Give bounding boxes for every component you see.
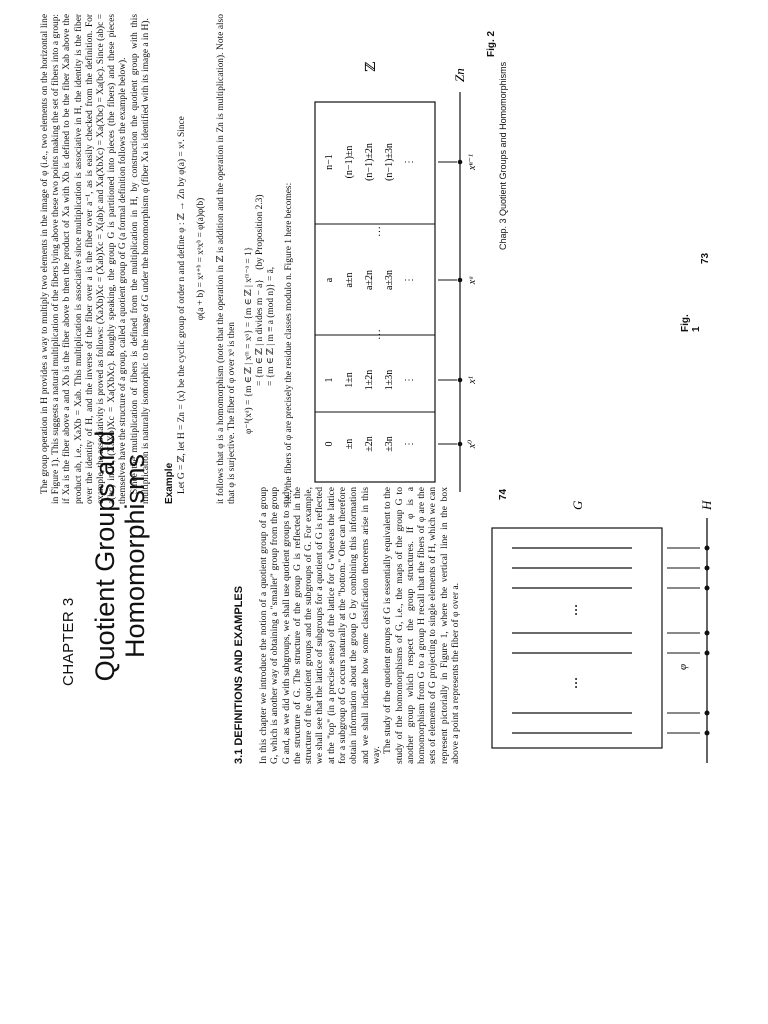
fiber-entry: ±n xyxy=(344,438,355,450)
example-text: Let G = ℤ, let H = Zn = ⟨x⟩ be the cyclic group of order n and define φ : ℤ → Zn by φ(a) = xᵃ. Since xyxy=(177,116,188,494)
point-label: x¹ xyxy=(467,376,478,384)
gap-dots: … xyxy=(371,226,383,237)
fiber-entry: 1±3n xyxy=(384,369,395,391)
equation: = {m ∈ ℤ | m ≡ a (mod n)} = ā, xyxy=(266,266,277,386)
paragraph: The group operation in H provides a way to multiply two elements in the image of φ (i.e., two elements on the horizontal line in Figure 1). This suggests a natural multiplication of the fibers lying above these two points making the set of fibers into a group: if Xa is the fiber above a and Xb is the fiber above b then the product of Xa with Xb is defined to be the fiber Xab above the product ab, i.e., XaXb = Xab. This multiplication is associative since multiplication is associative in H, the identity is the fiber over the identity of H, and the inverse of the fiber over a is the fiber over a⁻¹, as is easily checked from the definition. For example, the associativity is proved as follows: (XaXb)Xc = (Xab)Xc = X(ab)c and Xa(XbXc) = Xa(Xbc) = Xa(bc). Since (ab)c = a(bc) in H, (XaXb)Xc = Xa(XbXc). Roughly speaking, the group G is partitioned into pieces (the fibers) and these pieces themselves have the structure of a group, called a quotient group of G (a formal definition follows the example below). xyxy=(40,14,129,504)
fiber-entry: (n−1)±2n xyxy=(364,143,375,181)
chapter-title: Quotient Groups and Homomorphisms xyxy=(90,430,150,682)
fiber-entry: a±n xyxy=(344,272,355,288)
fiber-entry: a±2n xyxy=(364,270,375,290)
fibers xyxy=(512,548,632,733)
equation: φ⁻¹(xᵃ) = {m ∈ ℤ | xᵐ = xᵃ} = {m ∈ ℤ | xᵐ⁻ᵃ = 1} xyxy=(244,246,255,434)
fiber-entry: ⋮ xyxy=(404,157,415,167)
chapter-label: CHAPTER 3 xyxy=(60,597,77,686)
paragraph: In this chapter we introduce the notion of a quotient group of a group G, which is another way of obtaining a "smaller" group from the group G and, as we did with subgroups, we shall use quotient groups to study the structure of G. The structure of the group G is reflected in the structure of the quotient groups and the subgroups of G. For example, we shall see that the lattice of subgroups for a quotient of G is reflected at the "top" (in a precise sense) of the lattice for G whereas the lattice for a subgroup of G occurs naturally at the "bottom." One can therefore obtain information about the group G by combining this information and we shall indicate how some classification theorems arise in this way. xyxy=(258,487,382,764)
fiber-entry: ⋮ xyxy=(404,275,415,285)
paragraph: Since the multiplication of fibers is defined from the multiplication in H, by construction the quotient group with this multiplication is naturally isomorphic to the image of G under the homomorphism φ (fiber Xa is identified with its image a in H). xyxy=(129,14,151,504)
equation: = {m ∈ ℤ | n divides m − a} xyxy=(255,279,266,386)
figure-1 xyxy=(482,468,732,768)
page-number: 74 xyxy=(498,488,509,500)
paragraph: The study of the quotient groups of G is essentially equivalent to the study of the homomorphisms of G, i.e., the maps of the group G to another group which respect the group structures. If φ is a homomorphism from G to a group H recall that the fibers of φ are the sets of elements of G projecting to single elements of H, which we can represent pictorially in Figure 1, where the vertical line in the box above a point a represents the fiber of φ over a. xyxy=(382,487,462,764)
fiber-entry: n−1 xyxy=(324,154,335,170)
point-label: x⁰ xyxy=(467,439,478,449)
fiber-entry: (n−1)±3n xyxy=(384,143,395,181)
equation: φ(a + b) = xᵃ⁺ᵇ = xᵃxᵇ = φ(a)φ(b) xyxy=(196,197,207,321)
H-label: H xyxy=(699,500,714,510)
phi-label: φ xyxy=(677,663,689,670)
projection-arrows xyxy=(667,548,700,733)
fiber-entry: 1±2n xyxy=(364,369,375,391)
fiber-entry: (n−1)±n xyxy=(344,145,355,179)
left-body xyxy=(258,487,461,764)
gap-dots: … xyxy=(371,329,383,340)
figure-2 xyxy=(310,12,480,492)
equation-note: (by Proposition 2.3) xyxy=(255,194,266,270)
dots: ... xyxy=(564,604,581,616)
Zn-label: Zn xyxy=(452,68,467,82)
point-label: xⁿ⁻¹ xyxy=(467,154,478,170)
fiber-entry: ±2n xyxy=(364,436,375,452)
Z-label: ℤ xyxy=(364,61,379,72)
fiber-entry: ⋮ xyxy=(404,439,415,449)
figure-2-caption: Fig. 2 xyxy=(486,30,497,57)
page-number: 73 xyxy=(700,252,711,264)
dots: ... xyxy=(564,677,581,689)
figure-1-caption: Fig. 1 xyxy=(680,314,702,332)
point-label: xᵃ xyxy=(467,275,478,285)
G-label: G xyxy=(570,500,585,510)
fiber-entry: a xyxy=(324,277,335,283)
fiber-entry: 0 xyxy=(324,441,335,447)
example-title: Example xyxy=(164,462,176,504)
fiber-entry: a±3n xyxy=(384,270,395,290)
right-text-block xyxy=(40,14,295,504)
fiber-entry: ±3n xyxy=(384,436,395,452)
example-text: it follows that φ is a homomorphism (note that the operation in ℤ is addition and the operation in Zn is multiplication). Note also that φ is surjective. The fiber of φ over xᵃ is then xyxy=(215,14,237,504)
section-title: 3.1 DEFINITIONS AND EXAMPLES xyxy=(233,585,245,764)
fiber-entry: 1±n xyxy=(344,372,355,388)
fiber-entry: 1 xyxy=(324,377,335,383)
fiber-entry: ⋮ xyxy=(404,375,415,385)
example-text: i.e., the fibers of φ are precisely the residue classes modulo n. Figure 1 here becomes: xyxy=(283,182,294,504)
running-head: Chap. 3 Quotient Groups and Homomorphisms xyxy=(498,61,508,250)
fiber-box xyxy=(492,528,662,748)
